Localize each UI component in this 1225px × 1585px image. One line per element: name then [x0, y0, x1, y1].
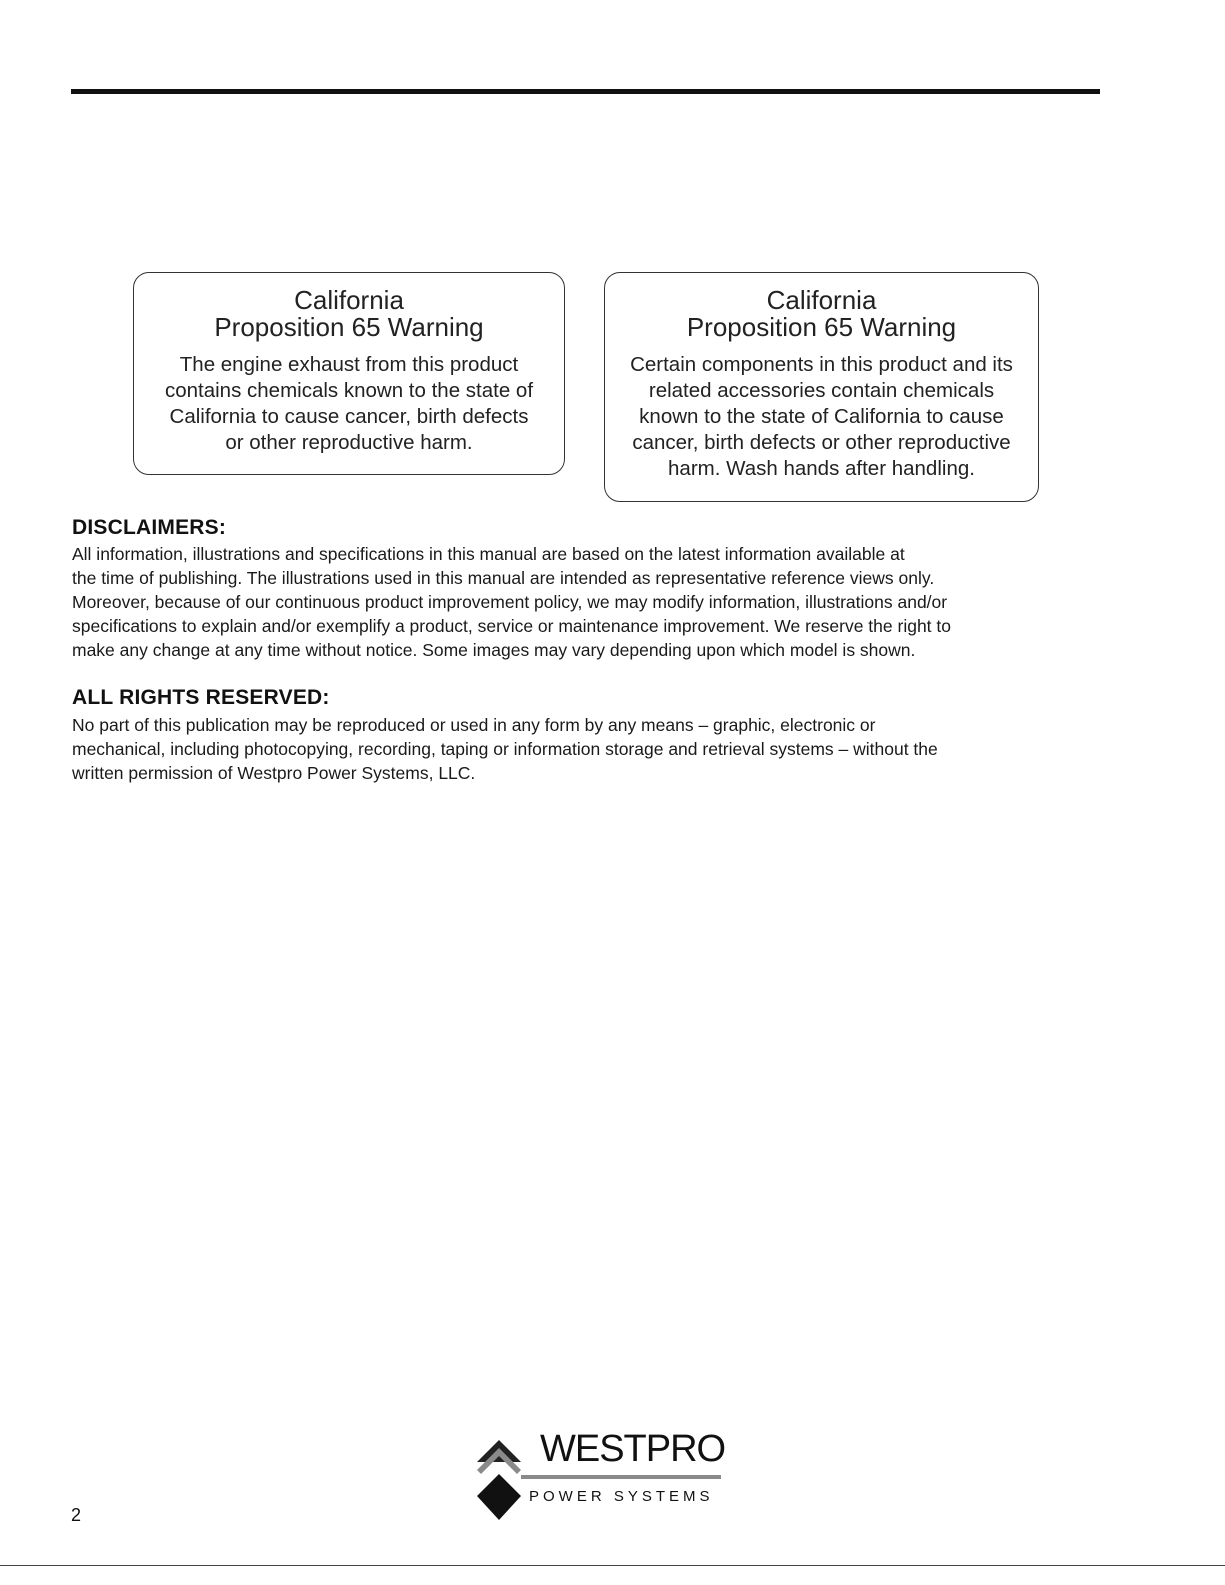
- warning-body: Certain components in this product and its related accessories contain chemicals known to the state of California to cause cancer, birth defects or other reproductive harm. Wash hands after handling.: [630, 353, 1013, 480]
- warning-title-line2: Proposition 65 Warning: [686, 312, 957, 342]
- westpro-logo: [477, 1428, 737, 1528]
- warning-title-line2: Proposition 65 Warning: [214, 312, 484, 342]
- page-number: 2: [71, 1505, 82, 1525]
- top-rule: [71, 89, 1100, 94]
- warning-title-line1: California: [766, 285, 877, 315]
- prop65-warning-exhaust: [133, 272, 565, 475]
- warning-body: The engine exhaust from this product contains chemicals known to the state of California to cause cancer, birth defects or other reproductive harm.: [164, 353, 534, 454]
- logo-wordmark: WESTPRO: [540, 1428, 726, 1470]
- rights-heading: ALL RIGHTS RESERVED:: [72, 686, 330, 709]
- rights-text: No part of this publication may be reproduced or used in any form by any means – graphic, electronic or mechanical, including photocopying, recording, taping or information storage and retrieval systems – without the written permission of Westpro Power Systems, LLC.: [72, 715, 938, 783]
- logo-tagline: POWER SYSTEMS: [529, 1488, 714, 1505]
- disclaimers-heading: DISCLAIMERS:: [72, 516, 227, 539]
- disclaimers-text: All information, illustrations and specifications in this manual are based on the latest information available at the time of publishing. The illustrations used in this manual are intended as representative reference views only. Moreover, because of our continuous product improvement policy, we may modify information, illustrations and/or specifications to explain and/or exemplify a product, service or maintenance improvement. We reserve the right to make any change at any time without notice. Some images may vary depending upon which model is shown.: [72, 544, 951, 660]
- prop65-warning-components: [604, 272, 1039, 502]
- warning-title-line1: California: [294, 285, 404, 315]
- bottom-rule: [0, 1565, 1225, 1566]
